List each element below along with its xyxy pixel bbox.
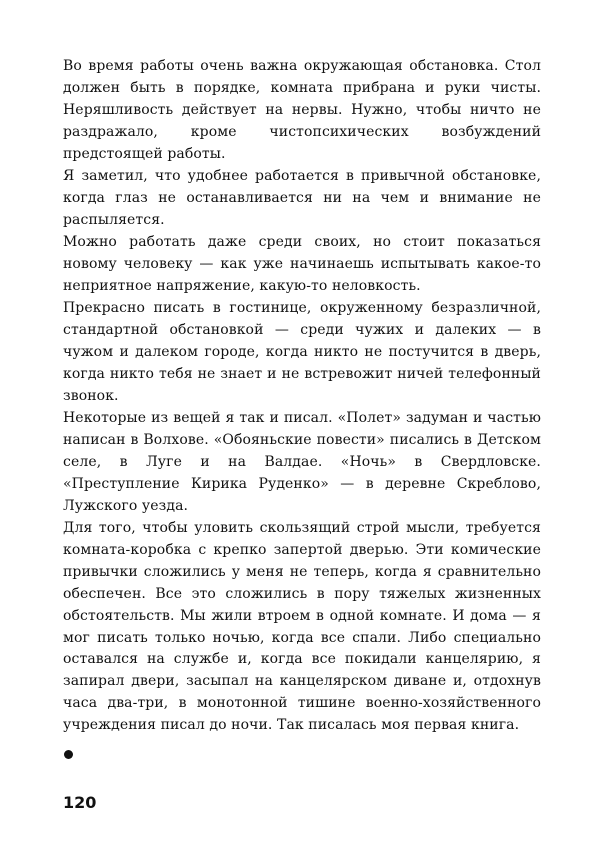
paragraph-6: Для того, чтобы уловить скользящий строй мысли, требуется комната-коробка с крепко запертой дверью. Эти комические привычки сложились у меня не теперь, когда я сравнительно обеспечен. Все это сложились в пору тяжелых жизненных обстоятельств. Мы жили втроем в одной комнате. И дома — я мог писать только ночью, когда все спали. Либо специально оставался на службе и, когда все покидали канцелярию, я запирал двери, засыпал на канцелярском диване и, отдохнув часа два-три, в монотонной тишине военно-хозяйственного учреждения писал до ночи. Так писалась моя первая книга.	[63, 519, 541, 734]
paragraph-3: Можно работать даже среди своих, но стоит показаться новому человеку — как уже начинаешь испытывать какое-то неприятное напряжение, какую-то неловкость.	[63, 234, 541, 294]
paragraph-1: Во время работы очень важна окружающая обстановка. Стол должен быть в порядке, комната прибрана и руки чисты. Неряшливость действует на нервы. Нужно, чтобы ничто не раздражало, кроме чистопсихических возбуждений предстоящей работы.	[63, 58, 541, 162]
paragraph-5: Некоторые из вещей я так и писал. «Полет» задуман и частью написан в Волхове. «Обояньские повести» писались в Детском селе, в Луге и на Валдае. «Ночь» в Свердловске. «Преступление Кирика Руденко» — в деревне Скреблово, Лужского уезда.	[63, 410, 541, 514]
paragraph-4: Прекрасно писать в гостинице, окруженному безразличной, стандартной обстановкой — среди чужих и далеких — в чужом и далеком городе, когда никто не постучится в дверь, когда никто тебя не знает и не встревожит ничей телефонный звонок.	[63, 300, 541, 404]
page-body-text	[63, 56, 541, 737]
page-number: 120	[63, 793, 97, 812]
paragraph-2: Я заметил, что удобнее работается в привычной обстановке, когда глаз не останавливается ни на чем и внимание не распыляется.	[63, 167, 541, 228]
bullet-mark	[64, 750, 73, 759]
